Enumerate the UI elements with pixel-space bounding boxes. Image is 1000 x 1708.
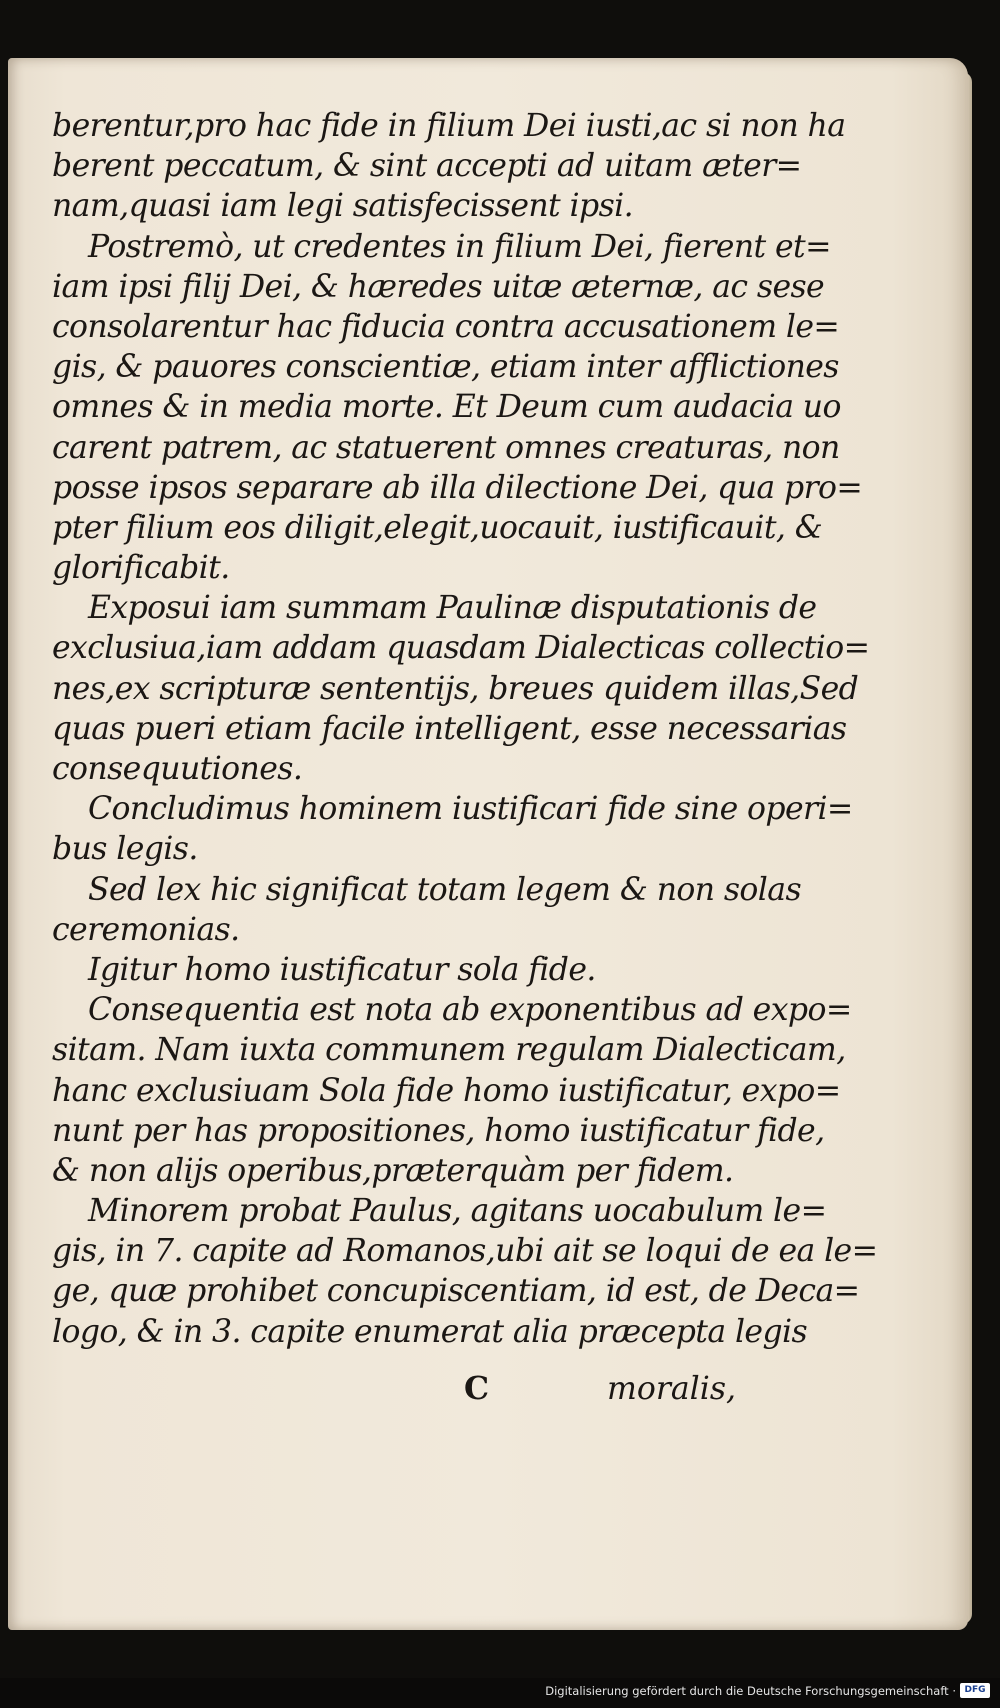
text-line: gis, & pauores conscientiæ, etiam inter afflictiones	[52, 349, 839, 386]
text-line: omnes & in media morte. Et Deum cum audacia uo	[52, 389, 841, 426]
text-line: bus legis.	[52, 831, 198, 868]
text-line: posse ipsos separare ab illa dilectione Dei, qua pro=	[52, 469, 863, 506]
text-line: Consequentia est nota ab exponentibus ad expo=	[88, 992, 852, 1029]
text-line: consequutiones.	[52, 751, 303, 787]
text-line: Igitur homo iustificatur sola fide.	[88, 951, 596, 988]
text-line: ceremonias.	[52, 911, 240, 948]
text-line: pter filium eos diligit,elegit,uocauit, iustificauit, &	[52, 509, 823, 546]
text-line: Exposui iam summam Paulinæ disputationis de	[88, 590, 817, 627]
text-line: quas pueri etiam facile intelligent, esse necessarias	[52, 710, 847, 747]
dfg-logo-icon: DFG	[960, 1683, 990, 1698]
text-line: Concludimus hominem iustificari fide sine operi=	[88, 791, 853, 828]
dfg-credit-text: Digitalisierung gefördert durch die Deutsche Forschungsgemeinschaft ·	[545, 1684, 956, 1698]
text-line: sitam. Nam iuxta communem regulam Dialecticam,	[52, 1032, 846, 1069]
text-line: ge, quæ prohibet concupiscentiam, id est, de Deca=	[52, 1273, 860, 1310]
text-line: berentur,pro hac fide in filium Dei iusti,ac si non ha	[52, 108, 846, 144]
text-line: nunt per has propositiones, homo iustificatur fide,	[52, 1112, 825, 1149]
text-line: nam,quasi iam legi satisfecissent ipsi.	[52, 188, 634, 225]
text-block	[52, 106, 878, 1352]
text-line: gis, in 7. capite ad Romanos,ubi ait se loqui de ea le=	[52, 1233, 878, 1270]
text-line: iam ipsi filij Dei, & hæredes uitæ æternæ, ac sese	[52, 268, 825, 305]
text-line: carent patrem, ac statuerent omnes creaturas, non	[52, 429, 840, 466]
text-line: Sed lex hic significat totam legem & non solas	[88, 871, 802, 908]
catchword: moralis,	[607, 1371, 736, 1407]
text-line: berent peccatum, & sint accepti ad uitam æter=	[52, 148, 802, 185]
text-line: exclusiua,iam addam quasdam Dialecticas collectio=	[52, 630, 870, 667]
text-line: Minorem probat Paulus, agitans uocabulum le=	[88, 1193, 827, 1230]
text-line: Postremò, ut credentes in filium Dei, fierent et=	[88, 228, 831, 265]
text-line: glorificabit.	[52, 550, 230, 587]
page-footer	[52, 1369, 736, 1409]
signature-mark: C	[464, 1370, 490, 1407]
text-line: & non alijs operibus,præterquàm per fidem.	[52, 1152, 734, 1189]
text-line: nes,ex scripturæ sententijs, breues quidem illas,Sed	[52, 670, 859, 707]
text-line: hanc exclusiuam Sola fide homo iustificatur, expo=	[52, 1072, 841, 1109]
text-line: logo, & in 3. capite enumerat alia præcepta legis	[52, 1313, 808, 1350]
text-line: consolarentur hac fiducia contra accusationem le=	[52, 308, 840, 345]
